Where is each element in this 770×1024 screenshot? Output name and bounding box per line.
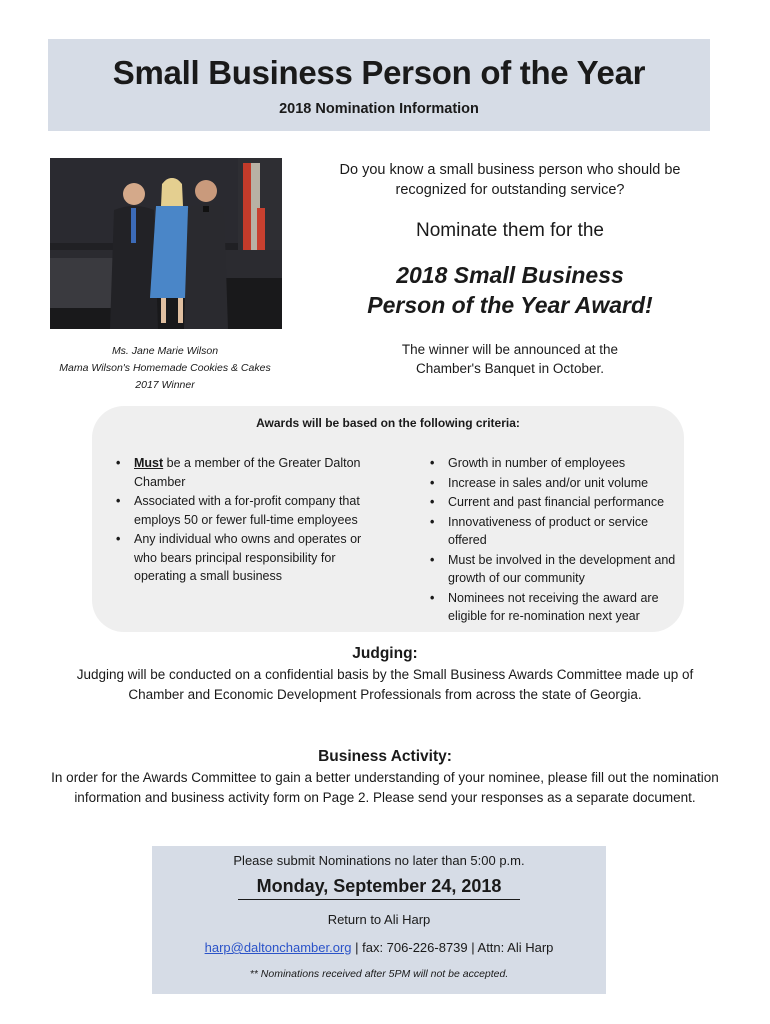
judging-section [50,645,720,705]
business-activity-section [50,748,720,808]
caption-business: Mama Wilson's Homemade Cookies & Cakes [59,362,271,374]
criteria-heading: Awards will be based on the following criteria: [256,416,520,430]
deadline-date: Monday, September 24, 2018 [238,876,520,900]
intro-section [315,160,705,378]
question-line-1: Do you know a small business person who should be [339,162,681,178]
criteria-item: • Nominees not receiving the award are eligible for re-nomination next year [428,589,683,626]
winner-announcement [315,340,705,378]
submission-box [152,846,606,994]
header-banner [48,39,710,131]
winner-photo [50,158,282,329]
criteria-left-column [114,454,384,587]
criteria-left-list [114,454,384,586]
criteria-item-text: be a member of the Greater Dalton Chamber [134,456,361,489]
criteria-right-column [428,454,683,627]
photo-caption [20,343,310,394]
winner-line-2: Chamber's Banquet in October. [416,361,604,376]
criteria-item: • Innovativeness of product or service offered [428,513,683,550]
criteria-box [92,406,684,632]
nominate-text: Nominate them for the [416,220,604,241]
intro-question [315,160,705,200]
business-activity-text: In order for the Awards Committee to gain a better understanding of your nominee, please fill out the nomination information and business activity form on Page 2. Please send your responses as a separate document. [51,770,719,805]
criteria-item [114,454,384,491]
winner-photo-image [50,158,282,329]
page-subtitle: 2018 Nomination Information [279,101,479,117]
submit-instruction: Please submit Nominations no later than 5:00 p.m. [233,853,525,868]
question-line-2: recognized for outstanding service? [395,182,625,198]
return-to: Return to Ali Harp [327,912,431,927]
award-title-line-1: 2018 Small Business [396,262,624,288]
contact-line [152,940,606,955]
criteria-item: • Growth in number of employees [428,454,683,473]
criteria-item: • Increase in sales and/or unit volume [428,474,683,493]
criteria-item: • Must be involved in the development and growth of our community [428,551,683,588]
page-title: Small Business Person of the Year [112,54,646,91]
criteria-item: • Any individual who owns and operates or who bears principal responsibility for operating a small business [114,530,384,586]
criteria-right-list [428,454,683,626]
criteria-item: • Current and past financial performance [428,493,683,512]
caption-name: Ms. Jane Marie Wilson [111,345,219,357]
must-emphasis: Must [134,456,164,470]
judging-title: Judging: [352,645,418,662]
business-activity-title: Business Activity: [318,748,452,765]
contact-details: | fax: 706-226-8739 | Attn: Ali Harp [351,940,554,955]
award-title [315,260,705,320]
criteria-item: • Associated with a for-profit company that employs 50 or fewer full-time employees [114,492,384,529]
winner-line-1: The winner will be announced at the [401,342,619,357]
late-note: ** Nominations received after 5PM will not be accepted. [249,968,509,980]
caption-year: 2017 Winner [135,379,195,391]
judging-text: Judging will be conducted on a confidential basis by the Small Business Awards Committee made up of Chamber and Economic Development Professionals from across the state of Georgia. [76,667,694,702]
award-title-line-2: Person of the Year Award! [367,292,653,318]
email-link[interactable]: harp@daltonchamber.org [204,940,352,955]
